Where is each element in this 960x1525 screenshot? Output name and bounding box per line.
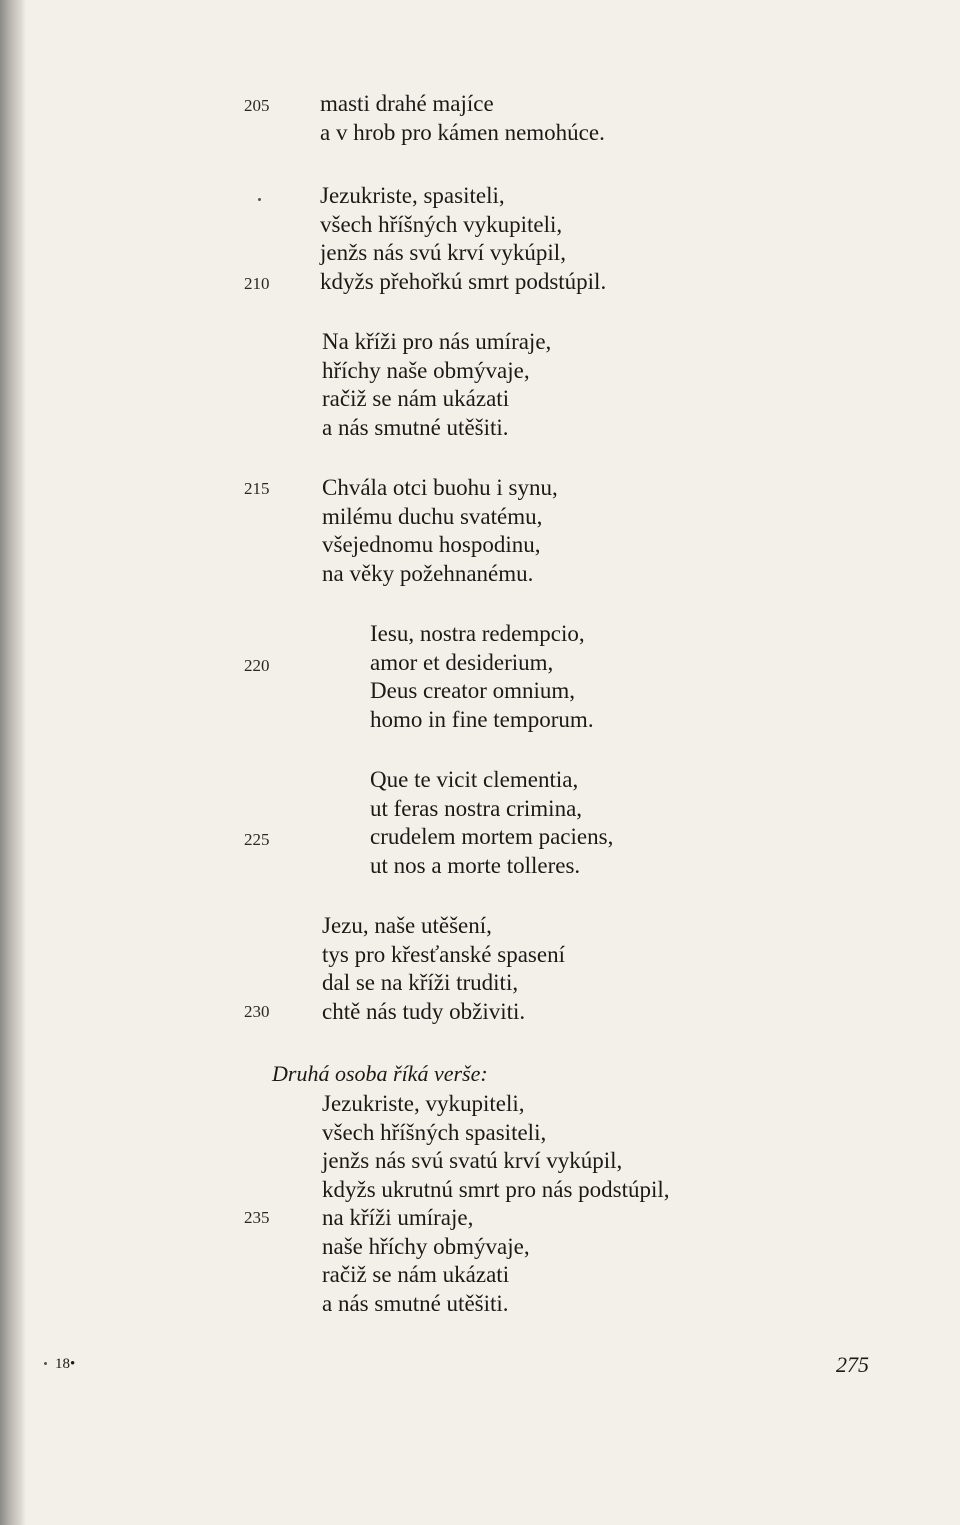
verse-line: a nás smutné utěšiti. — [322, 1290, 509, 1316]
verse-line: naše hříchy obmývaje, — [322, 1233, 530, 1259]
verse-line: jenžs nás svú krví vykúpil, — [320, 240, 566, 265]
verse-line: masti drahé majíce — [320, 91, 494, 116]
verse-line: Jezu, naše utěšení, — [322, 913, 492, 938]
verse-line: tys pro křesťanské spasení — [322, 941, 565, 967]
verse-line: všech hříšných vykupiteli, — [320, 211, 563, 237]
verse-line: všejednomu hospodinu, — [322, 532, 541, 557]
stanza-2 — [320, 182, 606, 296]
verse-line: Chvála otci buohu i synu, — [322, 475, 558, 500]
line-number-205: 205 — [244, 96, 270, 115]
speck — [44, 1362, 47, 1365]
speaker-direction: Druhá osoba říká verše: — [272, 1061, 488, 1086]
line-number-230: 230 — [244, 1002, 270, 1021]
verse-line: Iesu, nostra redempcio, — [370, 621, 585, 646]
verse-line: všech hříšných spasiteli, — [322, 1119, 547, 1145]
verse-line: ut feras nostra crimina, — [370, 795, 583, 821]
verse-line: a v hrob pro kámen nemohúce. — [320, 119, 605, 145]
page-number: 275 — [836, 1352, 869, 1377]
verse-line: ut nos a morte tolleres. — [370, 852, 581, 878]
verse-line: crudelem mortem paciens, — [370, 824, 614, 849]
verse-line: jenžs nás svú svatú krví vykúpil, — [322, 1148, 623, 1173]
stanza-3 — [322, 328, 551, 442]
verse-line: na věky požehnanému. — [322, 560, 534, 586]
book-spine-shadow — [0, 0, 26, 1525]
line-number-220: 220 — [244, 656, 270, 675]
stanza-4 — [322, 474, 558, 588]
verse-line: kdyžs přehořkú smrt podstúpil. — [320, 268, 607, 294]
verse-line: a nás smutné utěšiti. — [322, 414, 509, 440]
line-number-210: 210 — [244, 274, 270, 293]
stanza-7 — [322, 912, 565, 1026]
line-number-215: 215 — [244, 479, 270, 498]
verse-line: račiž se nám ukázati — [322, 386, 510, 411]
stanza-5 — [370, 620, 594, 734]
stanza-8 — [322, 1090, 670, 1318]
verse-line: Jezukriste, vykupiteli, — [322, 1091, 525, 1116]
verse-line: Que te vicit clementia, — [370, 767, 579, 792]
verse-line: Na kříži pro nás umíraje, — [322, 329, 552, 354]
verse-line: račiž se nám ukázati — [322, 1262, 510, 1287]
stanza-6 — [370, 766, 613, 880]
verse-line: homo in fine temporum. — [370, 706, 594, 732]
line-number-225: 225 — [244, 830, 270, 849]
verse-line: dal se na kříži truditi, — [322, 970, 519, 995]
printer-signature-mark: 18• — [55, 1356, 76, 1372]
speck — [258, 198, 261, 201]
verse-line: Deus creator omnium, — [370, 678, 576, 703]
verse-line: hříchy naše obmývaje, — [322, 357, 530, 383]
verse-line: kdyžs ukrutnú smrt pro nás podstúpil, — [322, 1176, 670, 1202]
verse-line: Jezukriste, spasiteli, — [320, 183, 505, 208]
verse-line: milému duchu svatému, — [322, 503, 543, 529]
line-number-235: 235 — [244, 1208, 270, 1227]
verse-line: amor et desiderium, — [370, 649, 554, 675]
verse-line: na kříži umíraje, — [322, 1205, 474, 1230]
stanza-1 — [320, 90, 605, 147]
verse-line: chtě nás tudy obživiti. — [322, 998, 526, 1024]
